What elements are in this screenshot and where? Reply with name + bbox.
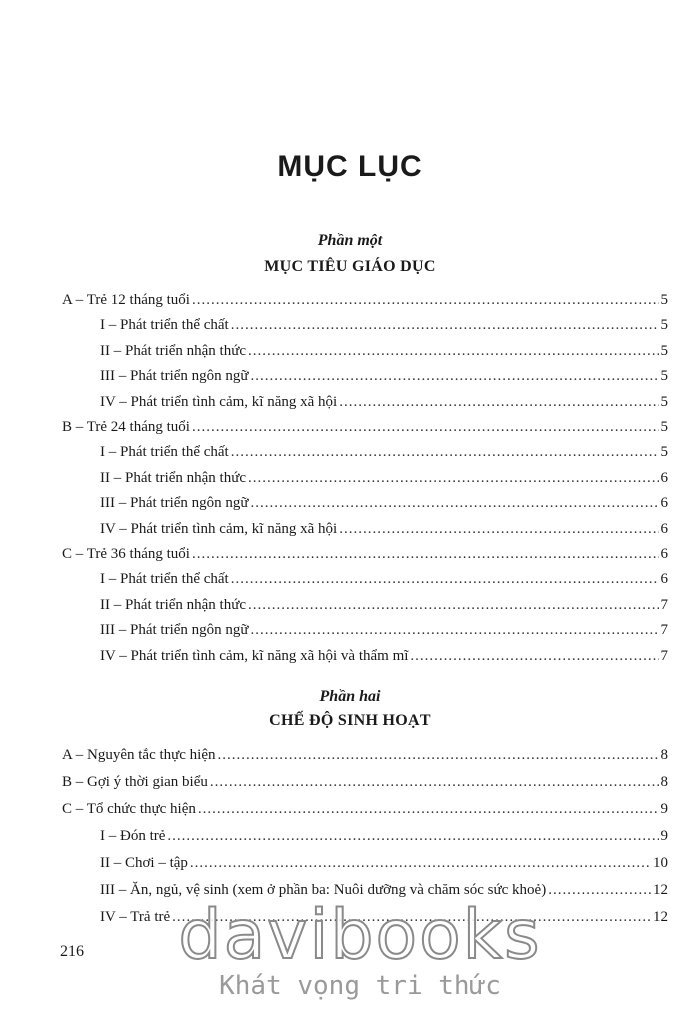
toc-entry [100,392,668,412]
toc-entry [62,772,668,792]
toc-dot-leader [231,442,659,462]
page-number: 216 [60,943,84,960]
toc-entry-page: 7 [660,647,668,664]
toc-dot-leader [198,799,659,819]
toc-entry [62,417,668,437]
toc-entry-page: 5 [660,317,668,334]
toc-entry-page: 6 [660,546,668,562]
part-one-label: Phần một [317,232,383,249]
toc-dot-leader [339,392,658,412]
toc-entry [100,519,668,539]
toc-entry-label: IV – Trả trẻ [100,909,171,925]
toc-entry [100,366,668,386]
toc-entry [100,315,668,335]
toc-entry [100,646,668,666]
toc-entry [100,442,668,462]
toc-entry-page: 10 [653,855,668,871]
toc-entry [62,290,668,310]
toc-entry-page: 6 [660,495,668,512]
part-two-label: Phần hai [319,688,381,705]
toc-entry-label: I – Phát triển thể chất [100,317,229,334]
toc-entry-label: I – Phát triển thể chất [100,444,229,461]
toc-dot-leader [339,519,658,539]
part-two-title: CHẾ ĐỘ SINH HOẠT [269,712,431,729]
toc-entry-label: III – Phát triển ngôn ngữ [100,495,249,512]
watermark-tagline: Khát vọng tri thức [219,971,501,1001]
toc-entry-label: IV – Phát triển tình cảm, kĩ năng xã hội và thẩm mĩ [100,647,409,664]
toc-dot-leader [248,468,658,488]
toc-entry [62,745,668,765]
watermark-brand: davibooks [178,896,542,975]
toc-entry-label: II – Chơi – tập [100,855,188,871]
page-title: MỤC LỤC [277,150,423,183]
toc-dot-leader [167,826,658,846]
toc-entry [100,595,668,615]
toc-dot-leader [548,880,651,900]
toc-entry-label: IV – Phát triển tình cảm, kĩ năng xã hội [100,393,338,410]
toc-entry-label: I – Phát triển thể chất [100,571,229,588]
toc-entry [100,853,668,873]
toc-entry [100,493,668,513]
toc-entry-page: 7 [660,596,668,613]
toc-entry-label: II – Phát triển nhận thức [100,342,247,359]
toc-entry-label: C – Trẻ 36 tháng tuổi [62,546,190,562]
toc-entry-label: III – Phát triển ngôn ngữ [100,622,249,639]
toc-entry [100,880,668,900]
toc-entry-page: 7 [660,622,668,639]
toc-entry-page: 9 [660,828,668,844]
toc-entry [100,468,668,488]
toc-entry [100,907,668,927]
toc-entry-page: 8 [660,774,668,790]
toc-entry-label: B – Gợi ý thời gian biểu [62,774,208,790]
toc-entry-page: 12 [653,909,668,925]
toc-entry-label: III – Ăn, ngủ, vệ sinh (xem ở phần ba: Nuôi dưỡng và chăm sóc sức khoẻ) [100,882,547,898]
toc-entry [62,544,668,564]
toc-entry-label: C – Tổ chức thực hiện [62,801,196,817]
toc-dot-leader [210,772,659,792]
toc-entry-page: 6 [660,469,668,486]
toc-entry [100,569,668,589]
toc-entry-label: IV – Phát triển tình cảm, kĩ năng xã hội [100,520,338,537]
toc-entry [100,341,668,361]
part-one-title: MỤC TIÊU GIÁO DỤC [264,258,436,275]
toc-entry-page: 5 [660,342,668,359]
toc-dot-leader [251,620,659,640]
toc-entry-page: 5 [660,292,668,308]
toc-entry-page: 9 [660,801,668,817]
toc-entry-page: 12 [653,882,668,898]
toc-entry-page: 8 [660,747,668,763]
toc-dot-leader [410,646,658,666]
toc-entry [62,799,668,819]
toc-entry-label: II – Phát triển nhận thức [100,469,247,486]
toc-dot-leader [192,417,659,437]
toc-dot-leader [190,853,651,873]
toc-entry-label: B – Trẻ 24 tháng tuổi [62,419,190,435]
toc-entry [100,620,668,640]
toc-dot-leader [172,907,651,927]
toc-entry-page: 5 [660,419,668,435]
toc-dot-leader [231,315,659,335]
toc-entry-page: 5 [660,444,668,461]
toc-dot-leader [192,290,659,310]
toc-entry [100,826,668,846]
toc-dot-leader [231,569,659,589]
toc-dot-leader [251,493,659,513]
toc-entry-page: 6 [660,571,668,588]
toc-entry-label: A – Trẻ 12 tháng tuổi [62,292,190,308]
toc-dot-leader [218,745,659,765]
toc-entry-label: I – Đón trẻ [100,828,166,844]
toc-entry-label: II – Phát triển nhận thức [100,596,247,613]
toc-entry-label: A – Nguyên tắc thực hiện [62,747,216,763]
toc-dot-leader [251,366,659,386]
toc-dot-leader [192,544,659,564]
toc-entry-page: 5 [660,393,668,410]
toc-entry-label: III – Phát triển ngôn ngữ [100,368,249,385]
toc-entry-page: 6 [660,520,668,537]
toc-dot-leader [248,341,658,361]
toc-entry-page: 5 [660,368,668,385]
toc-dot-leader [248,595,658,615]
